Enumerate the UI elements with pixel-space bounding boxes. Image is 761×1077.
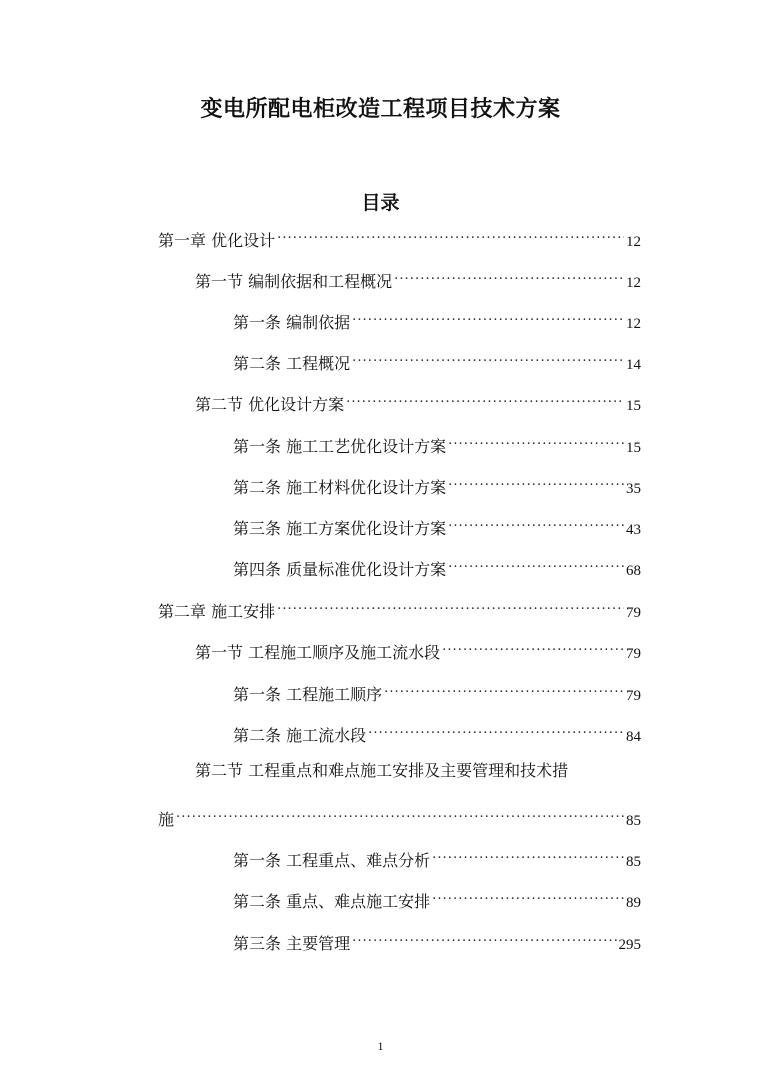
toc-entry-label: 第一条 编制依据 (233, 313, 351, 332)
toc-leader-dots (352, 343, 624, 369)
toc-entry-page: 85 (626, 813, 641, 829)
toc-entry-article[interactable] (233, 881, 641, 911)
toc-entry-article[interactable] (233, 923, 641, 953)
toc-entry-page: 15 (626, 440, 641, 456)
toc-entry-label: 第二节 工程重点和难点施工安排及主要管理和技术措 (195, 761, 569, 780)
toc-entry-label: 施 (158, 810, 175, 829)
toc-entry-label: 第三条 施工方案优化设计方案 (233, 519, 447, 538)
toc-entry-page: 68 (626, 563, 641, 579)
toc-entry-label: 第二条 工程概况 (233, 354, 351, 373)
toc-entry-label: 第二条 施工材料优化设计方案 (233, 478, 447, 497)
toc-entry-page: 12 (626, 234, 641, 250)
toc-entry-article[interactable] (233, 508, 641, 538)
toc-leader-dots (176, 799, 624, 825)
toc-entry-page: 89 (626, 895, 641, 911)
toc-entry-page: 15 (626, 398, 641, 414)
toc-entry-label: 第二条 施工流水段 (233, 726, 367, 745)
page-number: 1 (377, 1039, 384, 1053)
toc-entry-page: 79 (626, 605, 641, 621)
toc-entry-label: 第一条 工程施工顺序 (233, 685, 383, 704)
toc-leader-dots (448, 426, 624, 452)
toc-leader-dots (384, 674, 624, 700)
toc-entry-page: 85 (626, 854, 641, 870)
toc-entry-label: 第一节 编制依据和工程概况 (195, 272, 393, 291)
toc-entry-article[interactable] (233, 549, 641, 579)
toc-leader-dots (394, 261, 624, 287)
toc-entry-label: 第一章 优化设计 (158, 231, 276, 250)
toc-entry-article[interactable] (233, 343, 641, 373)
toc-entry-article[interactable] (233, 302, 641, 332)
toc-leader-dots (448, 508, 624, 534)
toc-entry-article[interactable] (233, 467, 641, 497)
toc-entry-page: 35 (626, 481, 641, 497)
toc-leader-dots (352, 923, 616, 949)
toc-entry-label: 第二条 重点、难点施工安排 (233, 892, 431, 911)
toc-entry-chapter[interactable] (158, 591, 641, 621)
toc-entry-section-wrapped[interactable] (195, 758, 641, 784)
toc-leader-dots (432, 881, 624, 907)
toc-entry-section[interactable] (195, 261, 641, 291)
toc-entry-label: 第一条 工程重点、难点分析 (233, 851, 431, 870)
toc-entry-page: 12 (626, 316, 641, 332)
toc-entry-page: 79 (626, 646, 641, 662)
toc-entry-page: 43 (626, 522, 641, 538)
toc-leader-dots (448, 467, 624, 493)
toc-entry-page: 14 (626, 357, 641, 373)
toc-entry-label: 第一节 工程施工顺序及施工流水段 (195, 643, 441, 662)
toc-entry-section[interactable] (195, 632, 641, 662)
toc-leader-dots (277, 220, 624, 246)
toc-entry-label: 第一条 施工工艺优化设计方案 (233, 437, 447, 456)
toc-entry-article[interactable] (233, 840, 641, 870)
toc-entry-article[interactable] (233, 426, 641, 456)
toc-entry-label: 第三条 主要管理 (233, 934, 351, 953)
toc-leader-dots (352, 302, 624, 328)
document-title: 变电所配电柜改造工程项目技术方案 (200, 97, 561, 122)
toc-entry-label: 第二章 施工安排 (158, 602, 276, 621)
toc-entry-page: 12 (626, 275, 641, 291)
toc-entry-page: 295 (618, 937, 641, 953)
toc-entry-section[interactable] (195, 384, 641, 414)
toc-entry-page: 84 (626, 729, 641, 745)
toc-leader-dots (346, 384, 624, 410)
toc-entry-page: 79 (626, 688, 641, 704)
toc-leader-dots (432, 840, 624, 866)
toc-entry-article[interactable] (233, 674, 641, 704)
toc-entry-label: 第四条 质量标准优化设计方案 (233, 560, 447, 579)
toc-entry-section-continuation[interactable] (158, 799, 641, 829)
toc-entry-chapter[interactable] (158, 220, 641, 250)
toc-leader-dots (442, 632, 624, 658)
toc-leader-dots (277, 591, 624, 617)
toc-leader-dots (368, 715, 624, 741)
toc-heading: 目录 (361, 192, 400, 214)
toc-leader-dots (448, 549, 624, 575)
toc-entry-label: 第二节 优化设计方案 (195, 395, 345, 414)
toc-entry-article[interactable] (233, 715, 641, 745)
